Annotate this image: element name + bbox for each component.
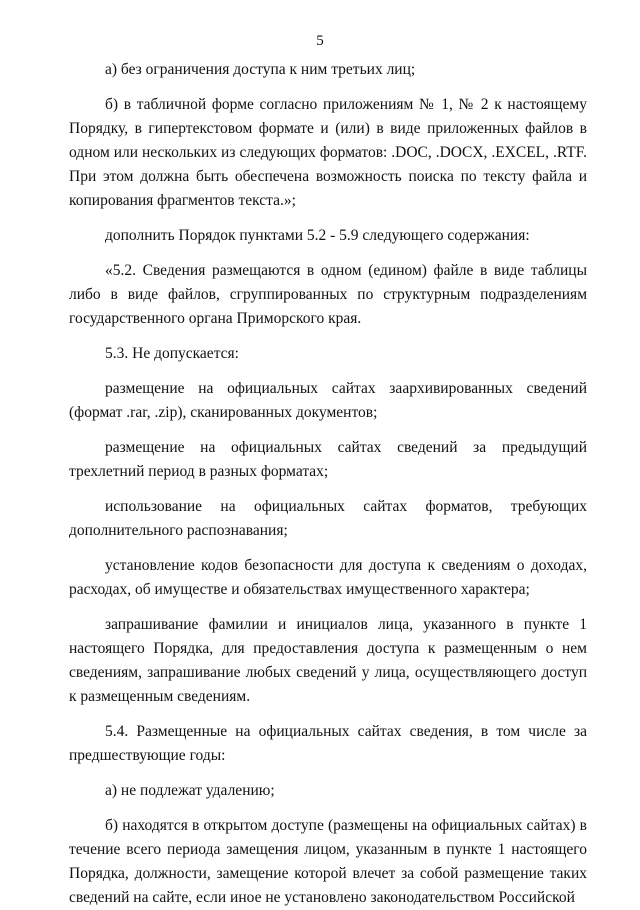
page-number: 5 (316, 33, 324, 49)
document-body (69, 58, 587, 910)
paragraph-6: размещение на официальных сайтах заархивированных сведений (формат .rar, .zip), сканированных документов; (69, 380, 587, 421)
paragraph-5: 5.3. Не допускается: (105, 345, 239, 362)
paragraph-3: дополнить Порядок пунктами 5.2 - 5.9 следующего содержания: (105, 227, 530, 244)
paragraph-7: размещение на официальных сайтах сведений за предыдущий трехлетний период в разных форматах; (69, 439, 587, 480)
paragraph-1: а) без ограничения доступа к ним третьих лиц; (105, 61, 416, 78)
paragraph-2: б) в табличной форме согласно приложениям № 1, № 2 к настоящему Порядку, в гипертекстовом формате и (или) в виде приложенных файлов в одном или нескольких из следующих форматов: .DOC, .DOCX, .EXCEL, .RTF. При этом должна быть обеспечена возможность поиска по тексту файла и копирования фрагментов текста.»; (69, 96, 587, 209)
paragraph-4: «5.2. Сведения размещаются в одном (едином) файле в виде таблицы либо в виде файлов, сгруппированных по структурным подразделениям государственного органа Приморского края. (69, 262, 587, 327)
paragraph-10: запрашивание фамилии и инициалов лица, указанного в пункте 1 настоящего Порядка, для предоставления доступа к размещенным о нем сведениям, запрашивание любых сведений у лица, осуществляющего доступ к размещенным сведениям. (69, 616, 587, 705)
paragraph-8: использование на официальных сайтах форматов, требующих дополнительного распознавания; (69, 498, 587, 539)
paragraph-13: б) находятся в открытом доступе (размещены на официальных сайтах) в течение всего периода замещения лицом, указанным в пункте 1 настоящего Порядка, должности, замещение которой влечет за собой размещение таких сведений на сайте, если иное не установлено законодательством Российской (69, 817, 587, 906)
paragraph-12: а) не подлежат удалению; (105, 782, 275, 799)
paragraph-9: установление кодов безопасности для доступа к сведениям о доходах, расходах, об имуществе и обязательствах имущественного характера; (69, 557, 587, 598)
paragraph-11: 5.4. Размещенные на официальных сайтах сведения, в том числе за предшествующие годы: (69, 723, 587, 764)
